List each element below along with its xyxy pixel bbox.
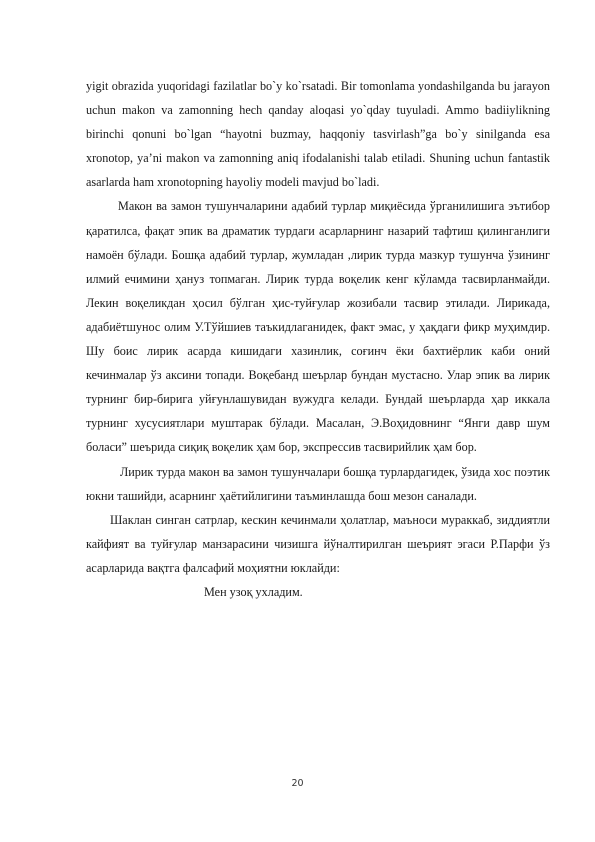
verse-quote: Мен узоқ ухладим. xyxy=(204,584,303,599)
paragraph-uzbek-latin: yigit obrazida yuqoridagi fazilatlar bo`y ko`rsatadi. Bir tomonlama yondashilganda bu jarayon uchun makon va zamonning hech qanday aloqasi yo`qday tuyuladi. Ammo badiiylikning birinchi qonuni bo`lgan “hayotni buzmay, haqqoniy tasvirlash”ga bo`y sinilganda esa xronotop, ya’ni makon va zamonning aniq ifodalanishi talab etiladi. Shuning uchun fantastik asarlarda ham xronotopning hayoliy modeli mavjud bo`ladi. xyxy=(86,79,550,190)
paragraph-lirik-tur: Лирик турда макон ва замон тушунчалари бошқа турлардагидек, ўзида хос поэтик юкни ташийди, асарнинг ҳаётийлигини таъминлашда бош мезон саналади. xyxy=(86,464,550,503)
document-body xyxy=(86,74,550,604)
paragraph-parfi: Шаклан синган сатрлар, кескин кечинмали ҳолатлар, маъноси мураккаб, зиддиятли кайфият ва туйғулар манзарасини чизишга йўналтирилган шеърият эгаси Р.Парфи ўз асарларида вақтга фалсафий моҳиятни юклайди: xyxy=(86,512,550,575)
paragraph-makon-zamon: Макон ва замон тушунчаларини адабий турлар миқиёсида ўрганилишига эътибор қаратилса, фақат эпик ва драматик турдаги асарларнинг назарий тафтиш қилинганлиги намоён бўлади. Бошқа адабий турлар, жумладан ,лирик турда мазкур тушунча ўзининг илмий ечимини ҳануз топмаган. Лирик турда воқелик кенг кўламда тасвирланмайди. Лекин воқеликдан ҳосил бўлган ҳис-туйғулар жозибали тасвир этилади. Лирикада, адабиётшунос олим У.Тўйшиев таъкидлаганидек, факт эмас, у ҳақдаги фикр муҳимдир. Шу боис лирик асарда кишидаги хазинлик, соғинч ёки бахтиёрлик каби оний кечинмалар ўз аксини топади. Воқебанд шеърлар бундан мустасно. Улар эпик ва лирик турнинг бир-бирига уйғунлашувидан вужудга келади. Бундай шеърларда ҳар иккала турнинг хусусиятлари муштарак бўлади. Масалан, Э.Воҳидовнинг “Янги давр шум боласи” шеърида сиқиқ воқелик ҳам бор, экспрессив тасвирийлик ҳам бор. xyxy=(86,199,550,455)
page-number: 20 xyxy=(291,778,304,789)
